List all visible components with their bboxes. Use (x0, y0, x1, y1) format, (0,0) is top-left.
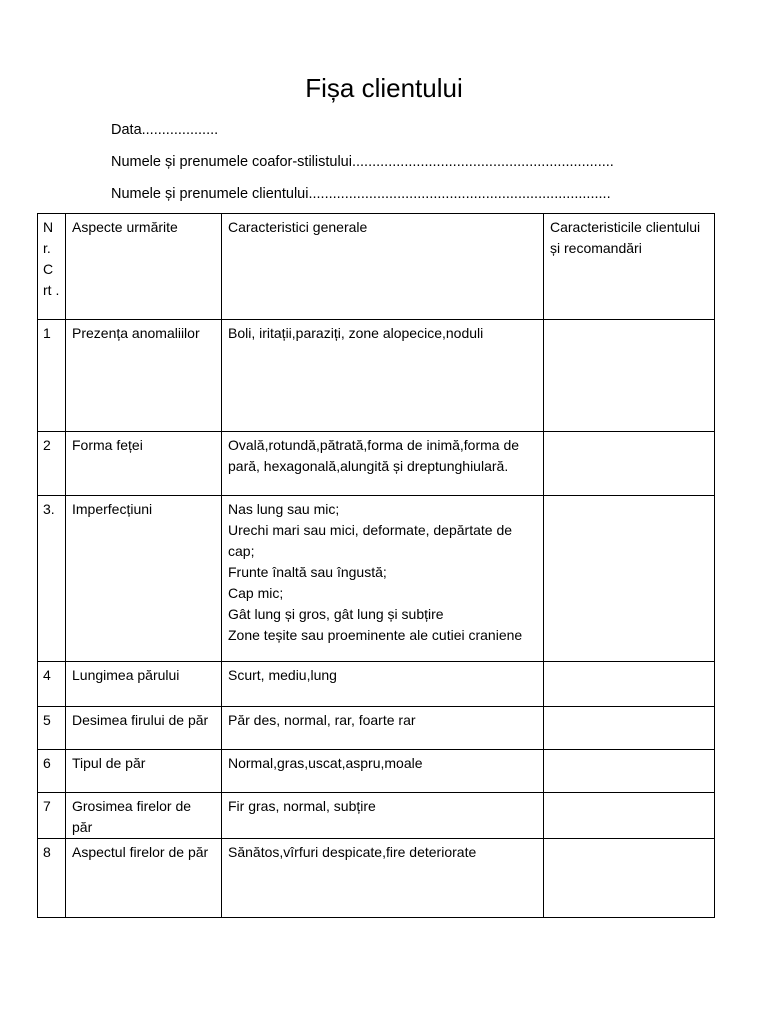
row-general-characteristics (222, 839, 544, 918)
row-aspect: Aspectul firelor de păr (66, 839, 222, 918)
row-number: 7 (38, 793, 66, 839)
row-client-characteristics (544, 750, 715, 793)
row-number: 3. (38, 496, 66, 662)
row-client-characteristics (544, 707, 715, 750)
table-row (38, 793, 715, 839)
row-aspect: Lungimea părului (66, 662, 222, 707)
stylist-name-field: Numele și prenumele coafor-stilistului................................................................. (111, 154, 614, 170)
row-client-characteristics (544, 432, 715, 496)
row-general-characteristics (222, 320, 544, 432)
row-client-characteristics (544, 662, 715, 707)
table-header-row (38, 214, 715, 320)
characteristic-line: Nas lung sau mic; (228, 501, 340, 517)
date-field: Data................... (111, 122, 219, 138)
row-number: 2 (38, 432, 66, 496)
row-client-characteristics (544, 320, 715, 432)
row-number: 1 (38, 320, 66, 432)
characteristic-line: Sănătos,vîrfuri despicate,fire deteriorate (228, 844, 477, 860)
characteristic-line: Scurt, mediu,lung (228, 667, 337, 683)
row-number: 5 (38, 707, 66, 750)
row-general-characteristics (222, 496, 544, 662)
table-row (38, 662, 715, 707)
characteristic-line: Normal,gras,uscat,aspru,moale (228, 755, 423, 771)
row-client-characteristics (544, 496, 715, 662)
table-row (38, 839, 715, 918)
row-general-characteristics (222, 750, 544, 793)
header-caracteristici-generale: Caracteristici generale (222, 214, 544, 320)
table-row (38, 320, 715, 432)
header-aspecte-urmarite: Aspecte urmărite (66, 214, 222, 320)
table-row (38, 496, 715, 662)
table-row (38, 750, 715, 793)
row-number: 8 (38, 839, 66, 918)
header-nr-crt: N r. C rt . (38, 214, 66, 320)
row-client-characteristics (544, 839, 715, 918)
row-general-characteristics (222, 793, 544, 839)
characteristic-line: Păr des, normal, rar, foarte rar (228, 712, 416, 728)
characteristic-line: Frunte înaltă sau îngustă; (228, 564, 387, 580)
row-aspect: Grosimea firelor de păr (66, 793, 222, 839)
document-title: Fișa clientului (305, 73, 463, 103)
row-general-characteristics (222, 432, 544, 496)
client-sheet-table (37, 213, 715, 918)
row-number: 4 (38, 662, 66, 707)
client-name-field: Numele și prenumele clientului........................................................................... (111, 186, 611, 202)
row-aspect: Forma feței (66, 432, 222, 496)
row-general-characteristics (222, 662, 544, 707)
characteristic-line: Ovală,rotundă,pătrată,forma de inimă,forma de pară, hexagonală,alungită și dreptunghiulară. (228, 437, 520, 474)
table-row (38, 432, 715, 496)
characteristic-line: Zone teșite sau proeminente ale cutiei craniene (228, 627, 523, 643)
header-caracteristicile-clientului: Caracteristicile clientului și recomandări (544, 214, 715, 320)
row-aspect: Prezența anomaliilor (66, 320, 222, 432)
characteristic-line: Fir gras, normal, subțire (228, 798, 376, 814)
table-row (38, 707, 715, 750)
row-client-characteristics (544, 793, 715, 839)
row-general-characteristics (222, 707, 544, 750)
row-number: 6 (38, 750, 66, 793)
row-aspect: Imperfecțiuni (66, 496, 222, 662)
characteristic-line: Boli, iritații,paraziți, zone alopecice,noduli (228, 325, 484, 341)
characteristic-line: Gât lung și gros, gât lung și subțire (228, 606, 444, 622)
characteristic-line: Cap mic; (228, 585, 284, 601)
characteristic-line: Urechi mari sau mici, deformate, depărtate de cap; (228, 522, 513, 559)
row-aspect: Tipul de păr (66, 750, 222, 793)
row-aspect: Desimea firului de păr (66, 707, 222, 750)
